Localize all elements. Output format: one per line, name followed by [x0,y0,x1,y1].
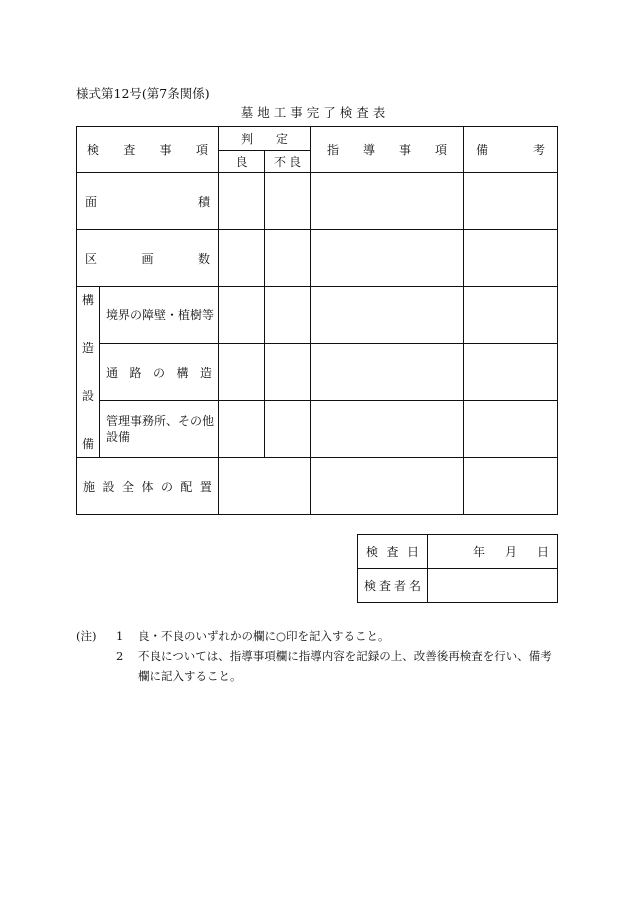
table-row [77,173,558,230]
cell-guidance[interactable] [311,344,464,401]
header-remarks: 備 考 [464,127,558,173]
row-label-facilities: 構 造 設 備 [77,287,100,458]
table-row [77,344,558,401]
page-title: 墓地工事完了検査表 [240,105,390,120]
cell-remarks[interactable] [464,287,558,344]
cell-guidance[interactable] [311,458,464,515]
table-row [77,230,558,287]
year-label: 年 [472,545,485,559]
cell-remarks[interactable] [464,401,558,458]
row-label-layout: 施 設 全 体 の 配 置 [77,458,219,515]
row-label-passage: 通 路 の 構 造 [100,344,219,401]
notes-lead: (注) [76,629,97,643]
cell-judgment-merged[interactable] [219,458,311,515]
day-label: 日 [536,545,549,559]
cell-guidance[interactable] [311,230,464,287]
row-label-boundary: 境界の障壁・植樹等 [100,287,219,344]
cell-remarks[interactable] [464,458,558,515]
cell-bad[interactable] [265,401,311,458]
table-row [77,458,558,515]
notes [76,626,558,686]
note-item: (注) 1 良・不良のいずれかの欄に○印を記入すること。 [76,626,558,646]
month-label: 月 [504,545,517,559]
cell-good[interactable] [219,173,265,230]
cell-guidance[interactable] [311,287,464,344]
inspector-name-label: 検 査 者 名 [358,569,428,603]
cell-bad[interactable] [265,173,311,230]
cell-remarks[interactable] [464,173,558,230]
inspector-name-field[interactable] [428,569,558,603]
table-row [77,287,558,344]
cell-guidance[interactable] [311,401,464,458]
cell-bad[interactable] [265,287,311,344]
inspection-table [76,126,558,515]
header-judgment: 判 定 [219,127,311,151]
cell-good[interactable] [219,344,265,401]
cell-good[interactable] [219,230,265,287]
table-row [77,401,558,458]
header-good: 良 [219,151,265,173]
cell-guidance[interactable] [311,173,464,230]
row-label-plots: 区 画 数 [77,230,219,287]
cell-good[interactable] [219,287,265,344]
inspection-date-field[interactable] [428,535,558,569]
inspection-date-label: 検 査 日 [358,535,428,569]
inspection-info-table [357,534,558,603]
cell-bad[interactable] [265,230,311,287]
cell-good[interactable] [219,401,265,458]
cell-remarks[interactable] [464,344,558,401]
header-guidance: 指 導 事 項 [311,127,464,173]
header-bad: 不 良 [265,151,311,173]
cell-bad[interactable] [265,344,311,401]
form-number: 様式第12号(第7条関係) [76,86,210,101]
note-item: 2 不良については、指導事項欄に指導内容を記録の上、改善後再検査を行い、備考欄に記入すること。 [116,649,552,683]
cell-remarks[interactable] [464,230,558,287]
header-inspection-items: 検 査 事 項 [77,127,219,173]
row-label-area: 面 積 [77,173,219,230]
row-label-management: 管理事務所、その他 設備 [100,401,219,458]
